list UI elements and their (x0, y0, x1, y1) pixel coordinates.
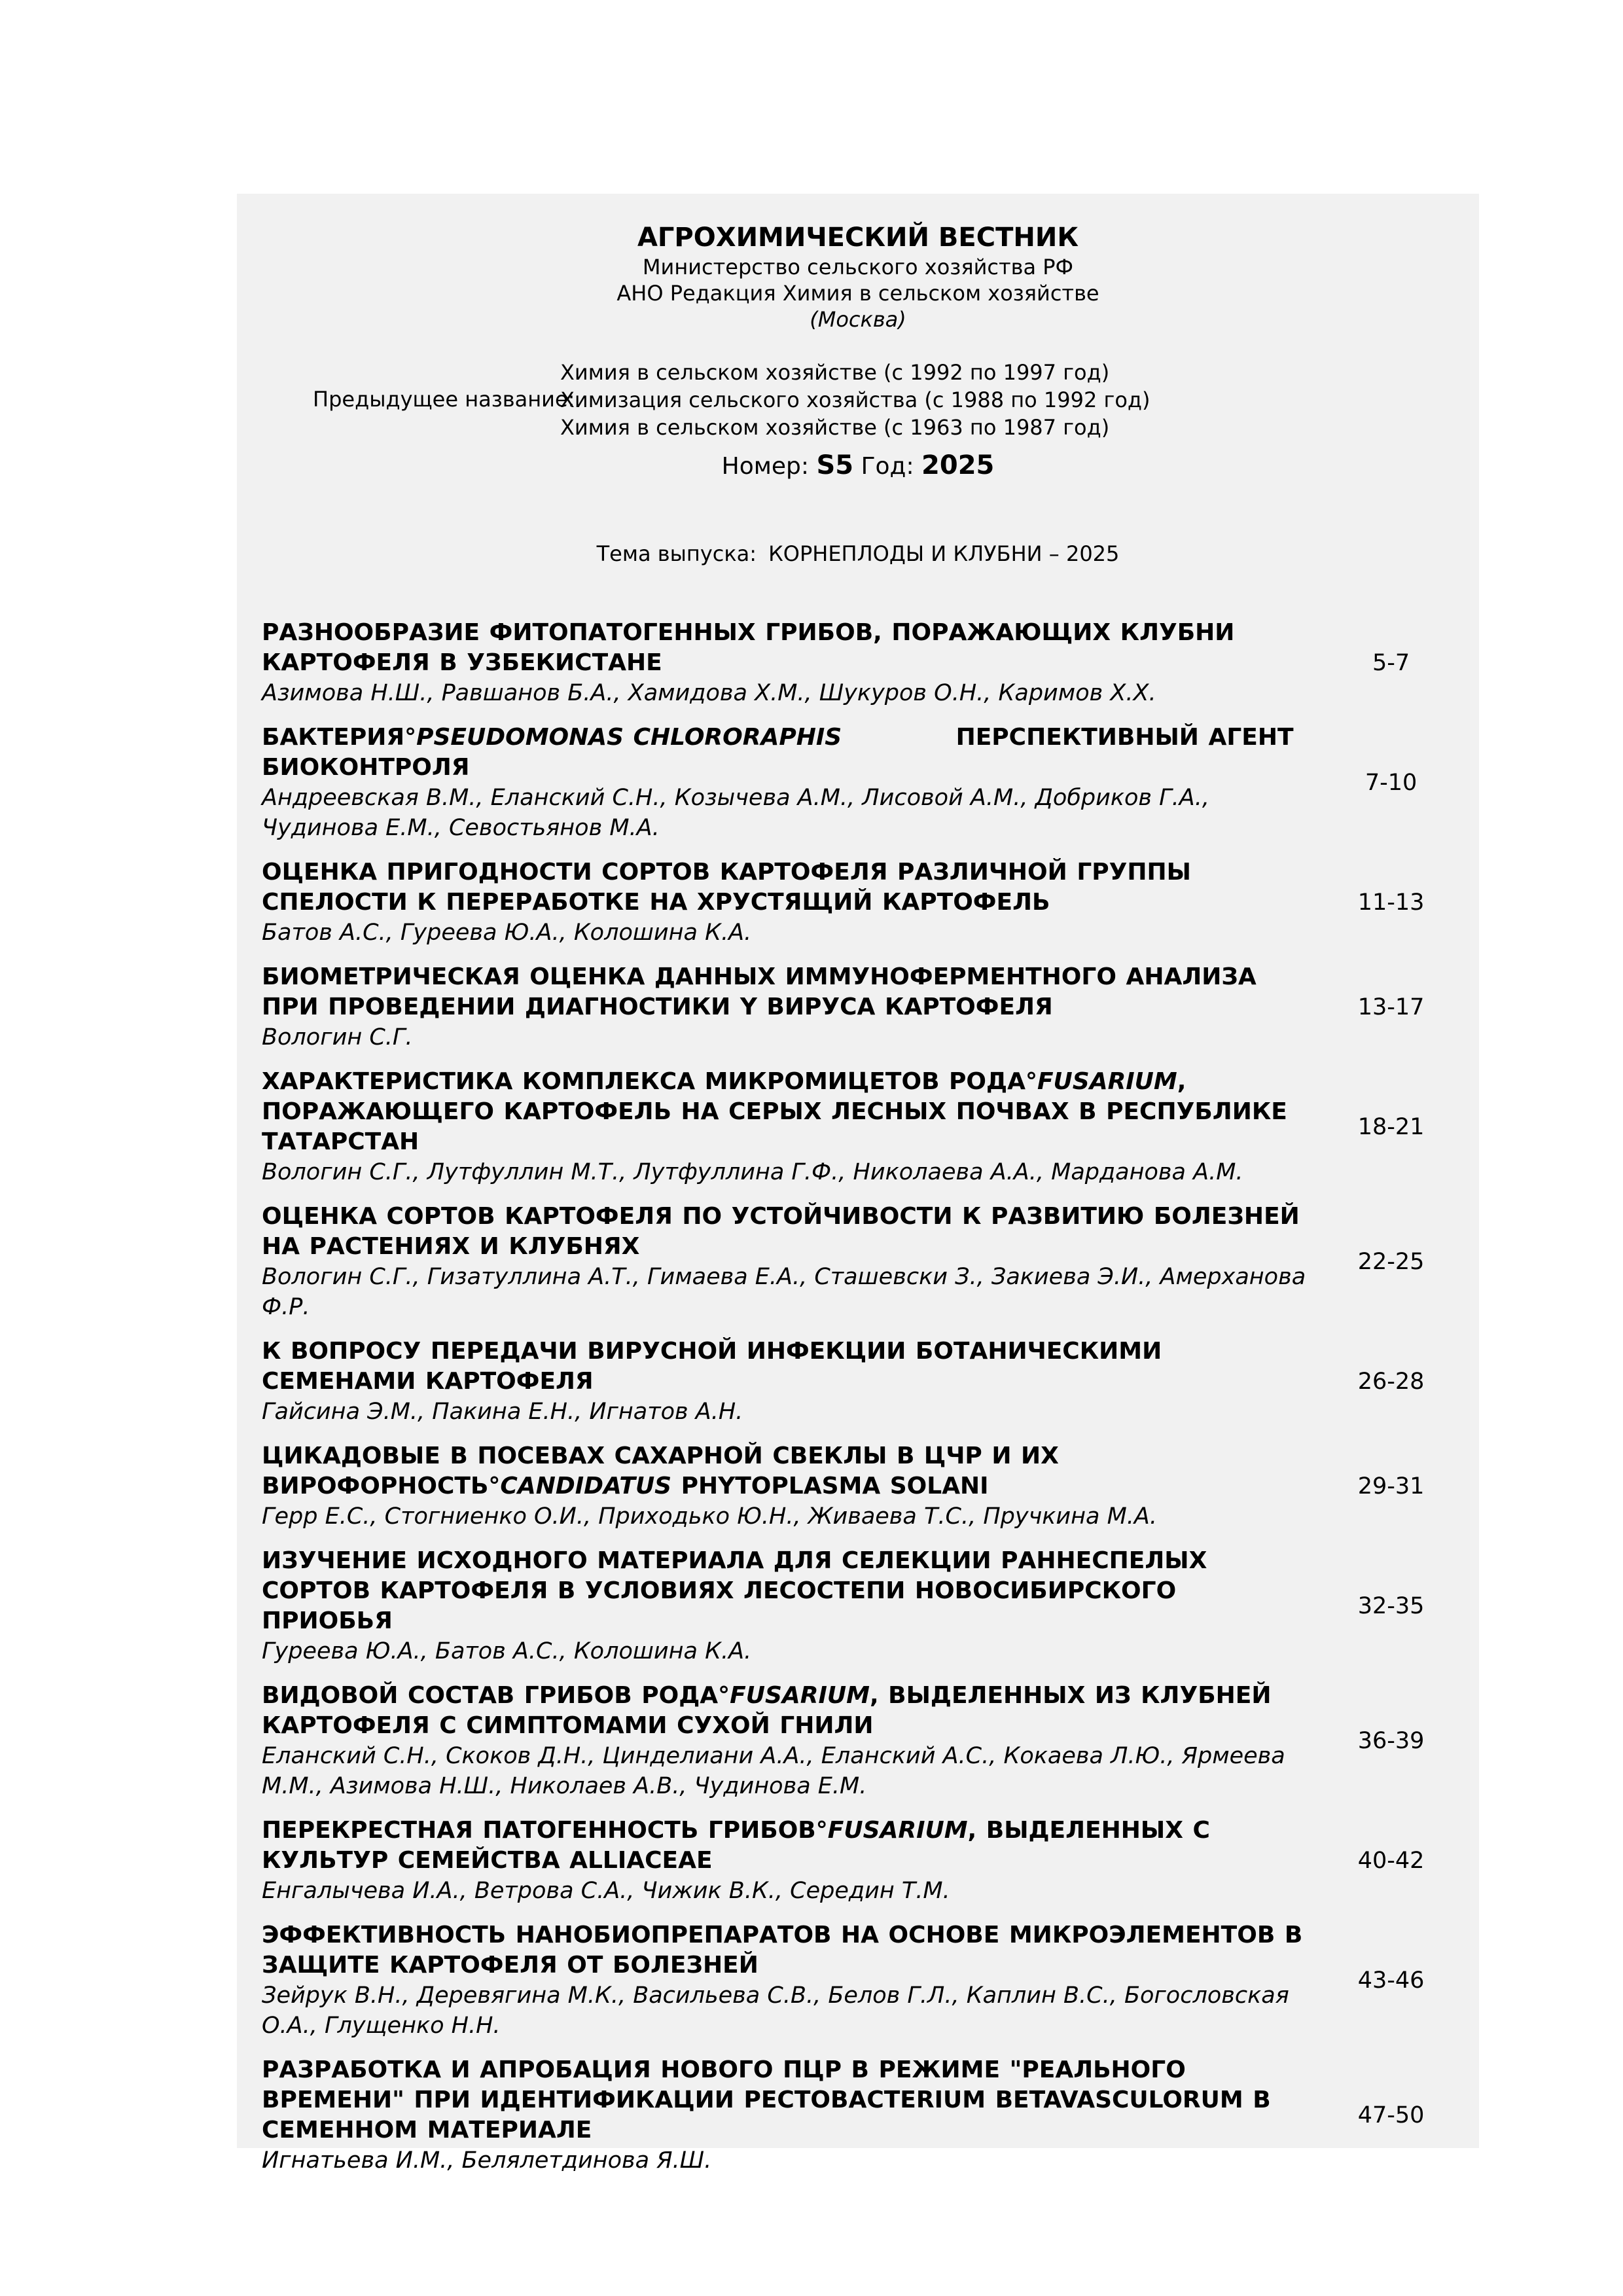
taxon-name: FUSARIUM (827, 1817, 968, 1844)
article-authors: Зейрук В.Н., Деревягина М.К., Васильева С.В., Белов Г.Л., Каплин В.С., Богословская О.А., Глущенко Н.Н. (262, 1982, 1289, 2039)
article-pages: 47-50 (1357, 2102, 1425, 2128)
table-of-contents (262, 618, 1459, 2190)
toc-entry[interactable] (262, 1546, 1459, 1666)
title-part: БАКТЕРИЯ° (262, 724, 417, 751)
article-title[interactable]: К ВОПРОСУ ПЕРЕДАЧИ ВИРУСНОЙ ИНФЕКЦИИ БОТАНИЧЕСКИМИ СЕМЕНАМИ КАРТОФЕЛЯ (262, 1338, 1162, 1395)
article-title[interactable] (262, 1681, 1316, 1741)
title-part: ЦИКАДОВЫЕ В ПОСЕВАХ САХАРНОЙ СВЕКЛЫ В ЦЧР И ИХ ВИРОФОРНОСТЬ° (262, 1443, 1059, 1499)
article-pages: 13-17 (1357, 994, 1425, 1020)
title-part: ПЕРЕКРЕСТНАЯ ПАТОГЕННОСТЬ ГРИБОВ° (262, 1817, 828, 1844)
taxon-name: FUSARIUM (730, 1682, 870, 1709)
article-authors: Азимова Н.Ш., Равшанов Б.А., Хамидова Х.М., Шукуров О.Н., Каримов Х.Х. (262, 680, 1156, 706)
toc-entry[interactable] (262, 618, 1459, 708)
issue-number: S5 (816, 450, 854, 480)
toc-entry[interactable] (262, 2055, 1459, 2176)
toc-entry[interactable] (262, 1202, 1459, 1322)
article-authors: Батов А.С., Гуреева Ю.А., Колошина К.А. (262, 920, 752, 946)
article-pages: 40-42 (1357, 1848, 1425, 1874)
article-authors: Вологин С.Г., Лутфуллин М.Т., Лутфуллина Г.Ф., Николаева А.А., Марданова А.М. (262, 1159, 1243, 1185)
previous-name: Химизация сельского хозяйства (с 1988 по 1992 год) (560, 387, 1150, 412)
issue-number-label: Номер: (721, 453, 810, 480)
taxon-name: CANDIDATUS (500, 1473, 672, 1499)
article-authors: Андреевская В.М., Еланский С.Н., Козычева А.М., Лисовой А.М., Добриков Г.А., Чудинова Е.М., Севостьянов М.А. (262, 785, 1210, 841)
article-title[interactable]: ОЦЕНКА СОРТОВ КАРТОФЕЛЯ ПО УСТОЙЧИВОСТИ К РАЗВИТИЮ БОЛЕЗНЕЙ НА РАСТЕНИЯХ И КЛУБНЯХ (262, 1203, 1300, 1260)
theme-label: Тема выпуска: (596, 541, 757, 566)
article-authors: Вологин С.Г. (262, 1024, 413, 1050)
toc-entry[interactable] (262, 1441, 1459, 1532)
publisher-editorial: АНО Редакция Химия в сельском хозяйстве (616, 281, 1099, 306)
title-part: ПЕРСПЕКТИВНЫЙ АГЕНТ БИОКОНТРОЛЯ (262, 724, 1304, 781)
toc-entry[interactable] (262, 1336, 1459, 1427)
issue-contents-panel (237, 194, 1479, 2174)
article-pages: 29-31 (1357, 1473, 1425, 1499)
title-part: ВИДОВОЙ СОСТАВ ГРИБОВ РОДА° (262, 1682, 730, 1709)
issue-year: 2025 (921, 450, 995, 480)
taxon-name: FUSARIUM (1037, 1068, 1177, 1095)
article-title[interactable]: БИОМЕТРИЧЕСКАЯ ОЦЕНКА ДАННЫХ ИММУНОФЕРМЕНТНОГО АНАЛИЗА ПРИ ПРОВЕДЕНИИ ДИАГНОСТИКИ Y ВИРУСА КАРТОФЕЛЯ (262, 963, 1257, 1020)
issue-theme (237, 541, 1479, 567)
article-title[interactable]: ИЗУЧЕНИЕ ИСХОДНОГО МАТЕРИАЛА ДЛЯ СЕЛЕКЦИИ РАННЕСПЕЛЫХ СОРТОВ КАРТОФЕЛЯ В УСЛОВИЯХ ЛЕСОСТЕПИ НОВОСИБИРСКОГО ПРИОБЬЯ (262, 1547, 1207, 1634)
article-pages: 5-7 (1372, 650, 1410, 676)
article-pages: 22-25 (1357, 1249, 1425, 1275)
article-title[interactable] (262, 723, 1316, 783)
toc-entry[interactable] (262, 1681, 1459, 1801)
article-title[interactable]: ЭФФЕКТИВНОСТЬ НАНОБИОПРЕПАРАТОВ НА ОСНОВЕ МИКРОЭЛЕМЕНТОВ В ЗАЩИТЕ КАРТОФЕЛЯ ОТ БОЛЕЗНЕЙ (262, 1922, 1303, 1979)
toc-entry[interactable] (262, 962, 1459, 1052)
article-title[interactable] (262, 1067, 1316, 1157)
taxon-name: PSEUDOMONAS CHLORORAPHIS (416, 724, 842, 751)
article-pages: 43-46 (1357, 1967, 1425, 1994)
previous-name: Химия в сельском хозяйстве (с 1963 по 1987 год) (560, 415, 1110, 440)
article-authors: Герр Е.С., Стогниенко О.И., Приходько Ю.Н., Живаева Т.С., Пручкина М.А. (262, 1503, 1157, 1530)
article-authors: Еланский С.Н., Скоков Д.Н., Цинделиани А.А., Еланский А.С., Кокаева Л.Ю., Ярмеева М.М., Азимова Н.Ш., Николаев А.В., Чудинова Е.М. (262, 1743, 1285, 1799)
article-pages: 7-10 (1364, 770, 1418, 796)
toc-entry[interactable] (262, 723, 1459, 843)
toc-entry[interactable] (262, 1067, 1459, 1187)
article-title[interactable] (262, 1816, 1316, 1876)
journal-title: АГРОХИМИЧЕСКИЙ ВЕСТНИК (637, 223, 1079, 253)
issue-year-label: Год: (861, 453, 914, 480)
article-title[interactable] (262, 1441, 1316, 1501)
article-authors: Игнатьева И.М., Белялетдинова Я.Ш. (262, 2147, 712, 2174)
previous-name: Химия в сельском хозяйстве (с 1992 по 1997 год) (560, 360, 1110, 385)
article-pages: 26-28 (1357, 1369, 1425, 1395)
issue-info (237, 450, 1479, 482)
title-part: , ВЫДЕЛЕННЫХ С КУЛЬТУР СЕМЕЙСТВА ALLIACEAE (262, 1817, 1210, 1874)
title-part: ХАРАКТЕРИСТИКА КОМПЛЕКСА МИКРОМИЦЕТОВ РОДА° (262, 1068, 1037, 1095)
publisher-city: (Москва) (810, 307, 906, 332)
article-authors: Гуреева Ю.А., Батов А.С., Колошина К.А. (262, 1638, 752, 1664)
title-part: , ПОРАЖАЮЩЕГО КАРТОФЕЛЬ НА СЕРЫХ ЛЕСНЫХ ПОЧВАХ В РЕСПУБЛИКЕ ТАТАРСТАН (262, 1068, 1287, 1155)
theme-value: КОРНЕПЛОДЫ И КЛУБНИ – 2025 (768, 541, 1120, 566)
toc-entry[interactable] (262, 857, 1459, 948)
article-authors: Вологин С.Г., Гизатуллина А.Т., Гимаева Е.А., Сташевски З., Закиева Э.И., Амерханова Ф.Р. (262, 1264, 1306, 1320)
toc-entry[interactable] (262, 1920, 1459, 2041)
previous-names-label: Предыдущее название: (313, 387, 575, 412)
publisher-ministry: Министерство сельского хозяйства РФ (642, 255, 1074, 279)
article-authors: Гайсина Э.М., Пакина Е.Н., Игнатов А.Н. (262, 1399, 743, 1425)
article-pages: 32-35 (1357, 1593, 1425, 1619)
article-authors: Енгалычева И.А., Ветрова С.А., Чижик В.К., Середин Т.М. (262, 1878, 950, 1904)
article-pages: 36-39 (1357, 1728, 1425, 1754)
article-pages: 18-21 (1357, 1114, 1425, 1140)
previous-names-list (560, 359, 1150, 441)
title-part: , ВЫДЕЛЕННЫХ ИЗ КЛУБНЕЙ КАРТОФЕЛЯ С СИМПТОМАМИ СУХОЙ ГНИЛИ (262, 1682, 1272, 1739)
article-title[interactable]: ОЦЕНКА ПРИГОДНОСТИ СОРТОВ КАРТОФЕЛЯ РАЗЛИЧНОЙ ГРУППЫ СПЕЛОСТИ К ПЕРЕРАБОТКЕ НА ХРУСТЯЩИЙ КАРТОФЕЛЬ (262, 859, 1191, 916)
article-title[interactable]: РАЗНООБРАЗИЕ ФИТОПАТОГЕННЫХ ГРИБОВ, ПОРАЖАЮЩИХ КЛУБНИ КАРТОФЕЛЯ В УЗБЕКИСТАНЕ (262, 619, 1235, 676)
article-pages: 11-13 (1357, 889, 1425, 916)
title-part: PHYTOPLASMA SOLANI (671, 1473, 989, 1499)
article-title[interactable]: РАЗРАБОТКА И АПРОБАЦИЯ НОВОГО ПЦР В РЕЖИМЕ "РЕАЛЬНОГО ВРЕМЕНИ" ПРИ ИДЕНТИФИКАЦИИ PECTOBACTERIUM BETAVASCULORUM В СЕМЕННОМ МАТЕРИАЛЕ (262, 2056, 1271, 2144)
toc-entry[interactable] (262, 1816, 1459, 1906)
